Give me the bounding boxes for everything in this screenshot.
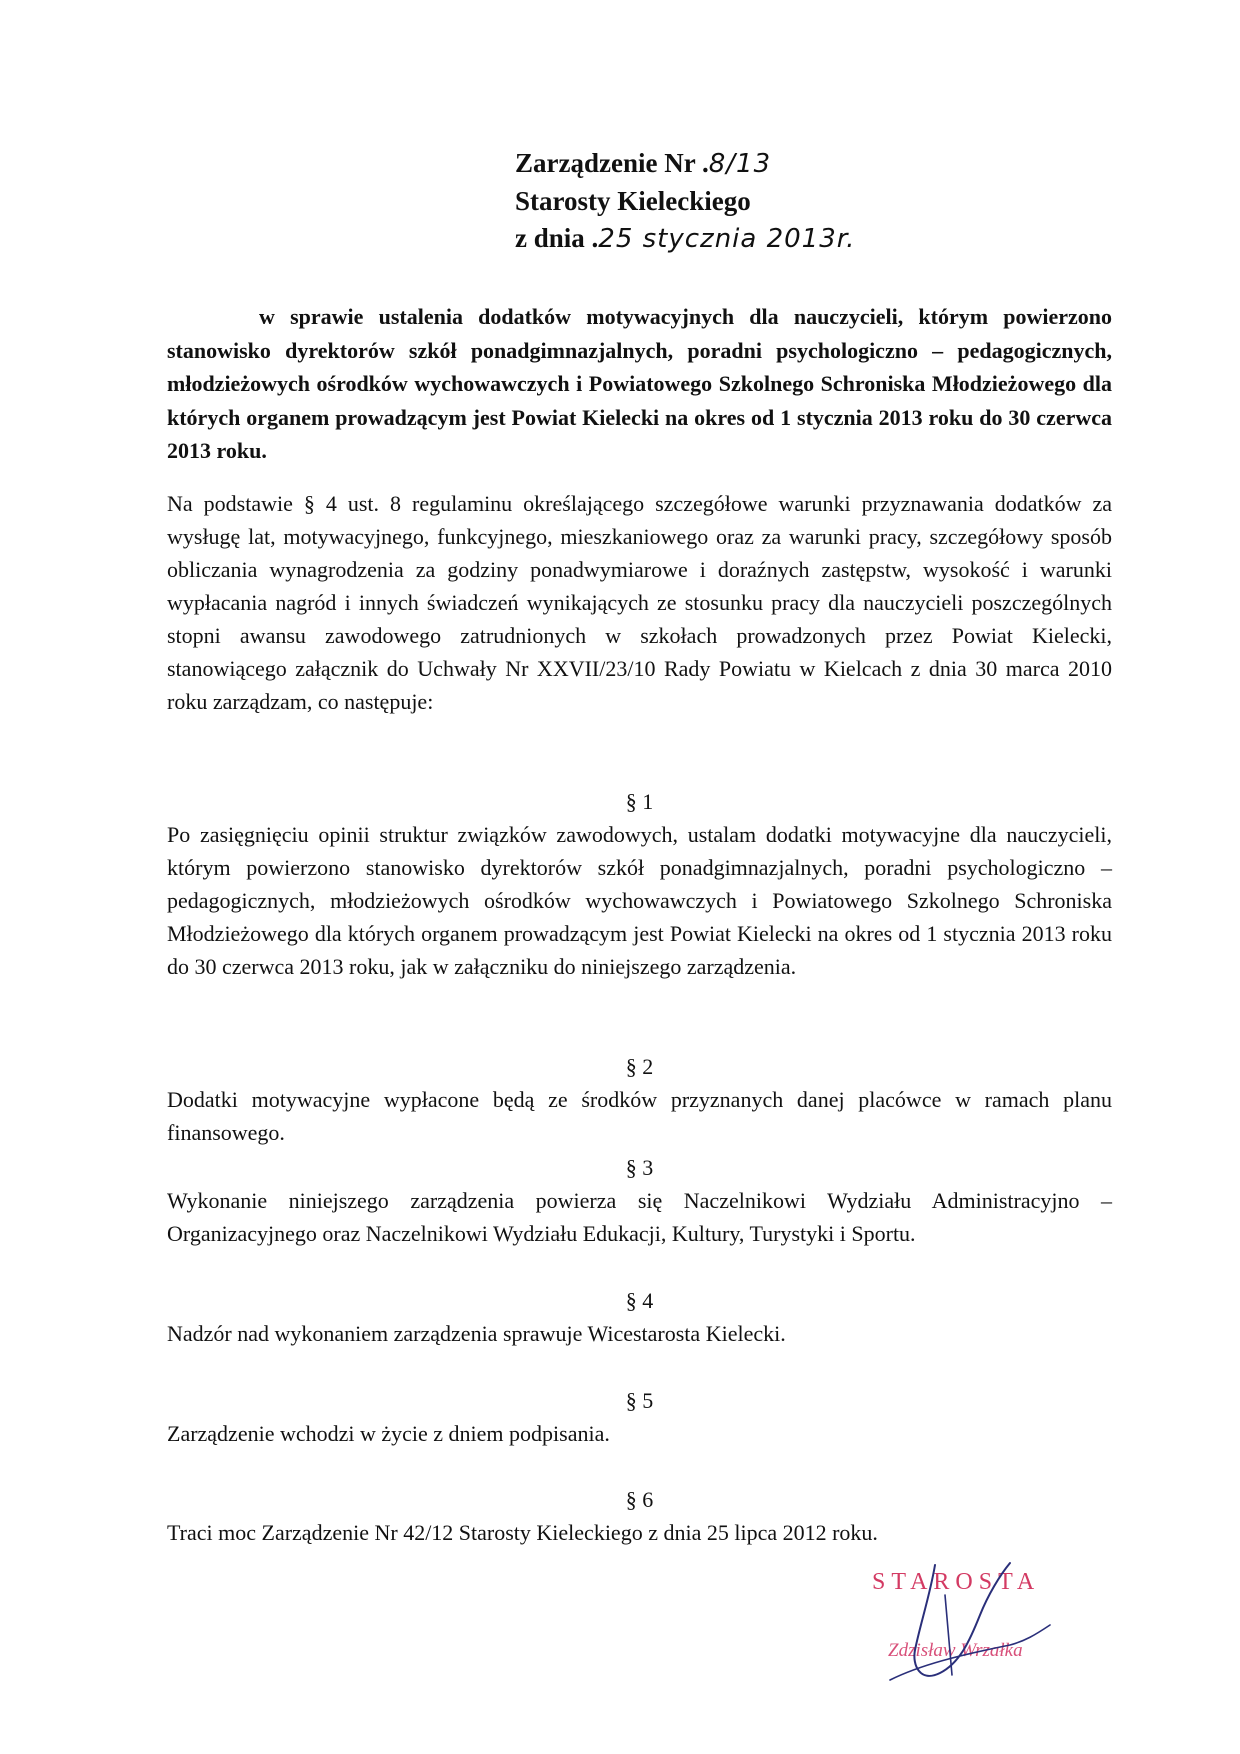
handwritten-date: 25 stycznia 2013r. — [598, 224, 856, 254]
section-text-2: Dodatki motywacyjne wypłacone będą ze środków przyznanych danej placówce w ramach planu finansowego. — [167, 1087, 1112, 1145]
handwritten-number: 8/13 — [708, 149, 772, 179]
issuer-line: Starosty Kieleckiego — [515, 186, 751, 216]
section-mark-4: § 4 — [625, 1288, 654, 1313]
section-text-5: Zarządzenie wchodzi w życie z dniem podpisania. — [167, 1421, 610, 1446]
signature-mark — [860, 1555, 1060, 1705]
date-line — [515, 220, 855, 258]
date-prefix: z dnia . — [515, 223, 599, 253]
section-mark-6: § 6 — [625, 1487, 654, 1512]
legal-basis-paragraph: Na podstawie § 4 ust. 8 regulaminu określającego szczegółowe warunki przyznawania dodatków za wysługę lat, motywacyjnego, funkcyjnego, mieszkaniowego oraz za warunki pracy, szczegółowy sposób obliczania wynagrodzenia za godziny ponadwymiarowe i doraźnych zastępstw, wysokość i warunki wypłacania nagród i innych świadczeń wynikających ze stosunku pracy dla nauczycieli poszczególnych stopni awansu zawodowego zatrudnionych w szkołach prowadzonych przez Powiat Kielecki, stanowiącego załącznik do Uchwały Nr XXVII/23/10 Rady Powiatu w Kielcach z dnia 30 marca 2010 roku zarządzam, co następuje: — [167, 491, 1112, 714]
section-text-3: Wykonanie niniejszego zarządzenia powierza się Naczelnikowi Wydziału Administracyjno – Organizacyjnego oraz Naczelnikowi Wydziału Edukacji, Kultury, Turystyki i Sportu. — [167, 1188, 1112, 1246]
section-text-1: Po zasięgnięciu opinii struktur związków zawodowych, ustalam dodatki motywacyjne dla nauczycieli, którym powierzono stanowisko dyrektorów szkół ponadgimnazjalnych, poradni psychologiczno – pedagogicznych, młodzieżowych ośrodków wychowawczych i Powiatowego Szkolnego Schroniska Młodzieżowego dla których organem prowadzącym jest Powiat Kielecki na okres od 1 stycznia 2013 roku do 30 czerwca 2013 roku, jak w załączniku do niniejszego zarządzenia. — [167, 822, 1112, 979]
document-header — [515, 145, 855, 258]
stamp-title: STAROSTA — [872, 1569, 1041, 1595]
title-line — [515, 145, 855, 183]
title-prefix: Zarządzenie Nr . — [515, 148, 709, 178]
stamp-name: Zdzisław Wrzałka — [888, 1640, 1023, 1661]
section-text-6: Traci moc Zarządzenie Nr 42/12 Starosty Kieleckiego z dnia 25 lipca 2012 roku. — [167, 1520, 878, 1545]
section-mark-3: § 3 — [625, 1155, 654, 1180]
section-text-4: Nadzór nad wykonaniem zarządzenia sprawuje Wicestarosta Kielecki. — [167, 1321, 786, 1346]
section-mark-1: § 1 — [625, 789, 654, 814]
section-mark-2: § 2 — [625, 1054, 654, 1079]
section-mark-5: § 5 — [625, 1388, 654, 1413]
subject-paragraph: w sprawie ustalenia dodatków motywacyjnych dla nauczycieli, którym powierzono stanowisko dyrektorów szkół ponadgimnazjalnych, poradni psychologiczno – pedagogicznych, młodzieżowych ośrodków wychowawczych i Powiatowego Szkolnego Schroniska Młodzieżowego dla których organem prowadzącym jest Powiat Kielecki na okres od 1 stycznia 2013 roku do 30 czerwca 2013 roku. — [167, 304, 1112, 463]
official-stamp — [860, 1555, 1060, 1705]
